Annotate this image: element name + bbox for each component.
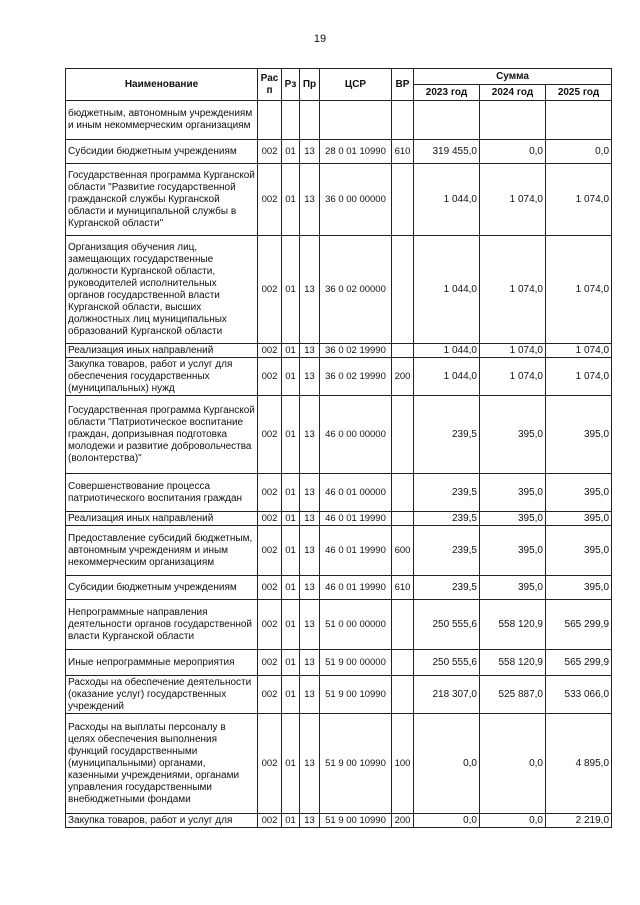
row-rz: 01 [282,396,300,474]
row-ras: 002 [258,512,282,526]
row-name: Совершенствование процесса патриотического воспитания граждан [66,474,258,512]
row-name: бюджетным, автономным учреждениям и иным некоммерческим организациям [66,101,258,140]
row-pr: 13 [300,600,320,650]
row-rz [282,101,300,140]
row-csr: 36 0 02 00000 [320,236,392,344]
row-name: Субсидии бюджетным учреждениям [66,140,258,164]
table-row [66,714,612,814]
row-amount-2024: 395,0 [480,512,546,526]
row-csr: 46 0 01 00000 [320,474,392,512]
row-ras: 002 [258,814,282,828]
header-vr: ВР [392,69,414,101]
row-amount-2024: 395,0 [480,576,546,600]
row-name: Реализация иных направлений [66,344,258,358]
row-csr [320,101,392,140]
table-row [66,164,612,236]
row-amount-2023: 239,5 [414,576,480,600]
table-row [66,140,612,164]
row-amount-2023: 250 555,6 [414,650,480,676]
row-vr [392,344,414,358]
table-row [66,526,612,576]
row-amount-2025: 2 219,0 [546,814,612,828]
row-name: Расходы на обеспечение деятельности (оказание услуг) государственных учреждений [66,676,258,714]
row-amount-2023: 239,5 [414,474,480,512]
row-amount-2023: 239,5 [414,512,480,526]
row-rz: 01 [282,650,300,676]
row-name: Закупка товаров, работ и услуг для обеспечения государственных (муниципальных) нужд [66,358,258,396]
row-csr: 51 9 00 10990 [320,714,392,814]
row-pr: 13 [300,344,320,358]
header-year-2023: 2023 год [414,85,480,101]
row-csr: 36 0 00 00000 [320,164,392,236]
header-ras: Рас п [258,69,282,101]
row-name: Расходы на выплаты персоналу в целях обеспечения выполнения функций государственными (муниципальными) органами, казенными учреждениями, органами управления государственными внебюджетными фондами [66,714,258,814]
row-amount-2025: 395,0 [546,526,612,576]
row-ras: 002 [258,164,282,236]
row-csr: 28 0 01 10990 [320,140,392,164]
row-pr: 13 [300,140,320,164]
row-vr [392,650,414,676]
row-pr: 13 [300,676,320,714]
row-amount-2025 [546,101,612,140]
header-year-2024: 2024 год [480,85,546,101]
row-vr [392,396,414,474]
row-amount-2024: 0,0 [480,140,546,164]
header-sum: Сумма [414,69,612,85]
row-pr: 13 [300,526,320,576]
row-vr [392,512,414,526]
row-vr: 200 [392,358,414,396]
row-amount-2024: 558 120,9 [480,650,546,676]
row-ras: 002 [258,474,282,512]
row-ras: 002 [258,344,282,358]
row-csr: 51 9 00 00000 [320,650,392,676]
row-vr: 610 [392,576,414,600]
row-vr: 100 [392,714,414,814]
row-amount-2023: 1 044,0 [414,344,480,358]
header-name: Наименование [66,69,258,101]
row-amount-2023: 218 307,0 [414,676,480,714]
row-name: Реализация иных направлений [66,512,258,526]
row-amount-2025: 395,0 [546,512,612,526]
row-ras: 002 [258,676,282,714]
row-csr: 51 0 00 00000 [320,600,392,650]
row-amount-2024: 1 074,0 [480,236,546,344]
row-pr: 13 [300,650,320,676]
row-csr: 46 0 01 19990 [320,512,392,526]
row-amount-2024: 395,0 [480,474,546,512]
row-amount-2024: 0,0 [480,714,546,814]
table-row [66,101,612,140]
row-amount-2023: 1 044,0 [414,236,480,344]
row-name: Иные непрограммные мероприятия [66,650,258,676]
row-amount-2023: 0,0 [414,814,480,828]
table-row [66,236,612,344]
row-amount-2025: 565 299,9 [546,600,612,650]
row-amount-2024: 1 074,0 [480,164,546,236]
row-ras: 002 [258,236,282,344]
row-rz: 01 [282,358,300,396]
row-amount-2023: 239,5 [414,526,480,576]
row-vr [392,236,414,344]
row-rz: 01 [282,600,300,650]
row-pr: 13 [300,236,320,344]
row-name: Субсидии бюджетным учреждениям [66,576,258,600]
header-pr: Пр [300,69,320,101]
header-year-2025: 2025 год [546,85,612,101]
row-rz: 01 [282,676,300,714]
table-row [66,576,612,600]
row-ras: 002 [258,396,282,474]
row-pr: 13 [300,576,320,600]
row-amount-2025: 1 074,0 [546,164,612,236]
row-amount-2023: 1 044,0 [414,164,480,236]
row-pr: 13 [300,814,320,828]
row-amount-2024: 1 074,0 [480,344,546,358]
table-row [66,344,612,358]
table-row [66,396,612,474]
table-row [66,676,612,714]
budget-table [65,68,612,828]
row-vr [392,164,414,236]
row-rz: 01 [282,344,300,358]
row-amount-2023: 1 044,0 [414,358,480,396]
row-csr: 46 0 01 19990 [320,526,392,576]
table-row [66,600,612,650]
row-ras: 002 [258,714,282,814]
row-amount-2024: 395,0 [480,396,546,474]
row-vr [392,474,414,512]
row-vr [392,600,414,650]
row-rz: 01 [282,714,300,814]
row-amount-2025: 395,0 [546,396,612,474]
row-rz: 01 [282,526,300,576]
row-ras: 002 [258,358,282,396]
row-amount-2025: 0,0 [546,140,612,164]
row-pr: 13 [300,358,320,396]
row-amount-2025: 565 299,9 [546,650,612,676]
row-csr: 51 9 00 10990 [320,814,392,828]
row-ras [258,101,282,140]
row-amount-2025: 395,0 [546,576,612,600]
row-ras: 002 [258,526,282,576]
row-pr: 13 [300,512,320,526]
row-csr: 46 0 00 00000 [320,396,392,474]
row-pr [300,101,320,140]
row-amount-2025: 533 066,0 [546,676,612,714]
row-rz: 01 [282,576,300,600]
row-vr: 610 [392,140,414,164]
row-rz: 01 [282,140,300,164]
row-pr: 13 [300,164,320,236]
row-name: Государственная программа Курганской области "Развитие государственной гражданской службы Курганской области и муниципальной службы в Курганской области" [66,164,258,236]
row-csr: 36 0 02 19990 [320,358,392,396]
row-rz: 01 [282,814,300,828]
table-row [66,474,612,512]
table-body [66,101,612,828]
row-csr: 51 9 00 10990 [320,676,392,714]
row-name: Непрограммные направления деятельности органов государственной власти Курганской области [66,600,258,650]
row-rz: 01 [282,512,300,526]
table-row [66,358,612,396]
row-amount-2023: 0,0 [414,714,480,814]
row-amount-2024: 525 887,0 [480,676,546,714]
row-amount-2023: 250 555,6 [414,600,480,650]
row-ras: 002 [258,576,282,600]
row-vr [392,676,414,714]
row-rz: 01 [282,474,300,512]
row-amount-2024 [480,101,546,140]
row-vr: 600 [392,526,414,576]
row-csr: 36 0 02 19990 [320,344,392,358]
row-rz: 01 [282,236,300,344]
row-rz: 01 [282,164,300,236]
row-amount-2025: 395,0 [546,474,612,512]
row-amount-2025: 1 074,0 [546,358,612,396]
row-amount-2023: 319 455,0 [414,140,480,164]
row-csr: 46 0 01 19990 [320,576,392,600]
row-pr: 13 [300,474,320,512]
row-vr: 200 [392,814,414,828]
table-row [66,512,612,526]
row-amount-2025: 1 074,0 [546,344,612,358]
row-amount-2023 [414,101,480,140]
row-amount-2024: 558 120,9 [480,600,546,650]
row-amount-2025: 1 074,0 [546,236,612,344]
row-ras: 002 [258,140,282,164]
row-ras: 002 [258,600,282,650]
row-ras: 002 [258,650,282,676]
table-row [66,650,612,676]
table-row [66,814,612,828]
row-amount-2023: 239,5 [414,396,480,474]
row-amount-2024: 395,0 [480,526,546,576]
row-amount-2024: 0,0 [480,814,546,828]
row-pr: 13 [300,714,320,814]
header-rz: Рз [282,69,300,101]
page-number: 19 [313,33,327,45]
row-amount-2025: 4 895,0 [546,714,612,814]
row-amount-2024: 1 074,0 [480,358,546,396]
row-name: Государственная программа Курганской области "Патриотическое воспитание граждан, допризывная подготовка молодежи и развитие добровольчества (волонтерства)" [66,396,258,474]
row-name: Предоставление субсидий бюджетным, автономным учреждениям и иным некоммерческим организациям [66,526,258,576]
row-vr [392,101,414,140]
row-name: Закупка товаров, работ и услуг для [66,814,258,828]
row-pr: 13 [300,396,320,474]
row-name: Организация обучения лиц, замещающих государственные должности Курганской области, руководителей исполнительных органов государственной власти Курганской области, высших должностных лиц муниципальных образований Курганской области [66,236,258,344]
header-csr: ЦСР [320,69,392,101]
